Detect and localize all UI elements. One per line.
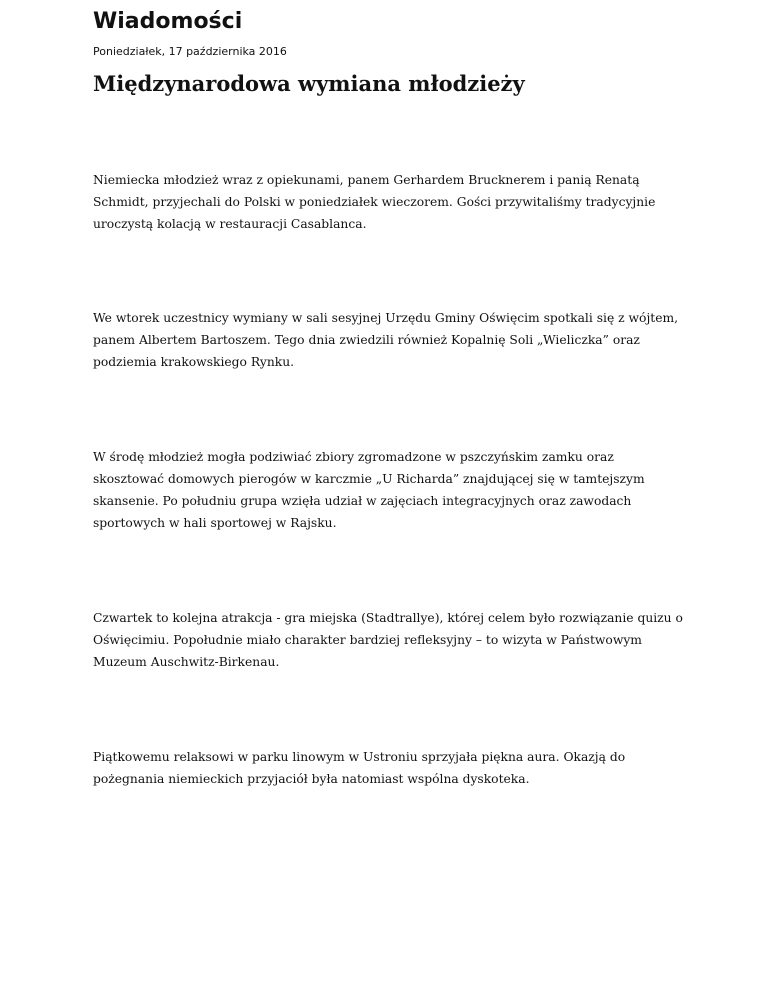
article-paragraph: Czwartek to kolejna atrakcja - gra miejska (Stadtrallye), której celem było rozwiązanie quizu o Oświęcimiu. Popołudnie miało charakter bardziej refleksyjny – to wizyta w Państwowym Muzeum Auschwitz-Birkenau. [93,611,683,669]
article-title: Międzynarodowa wymiana młodzieży [93,71,525,96]
site-title: Wiadomości [93,9,243,34]
article-date: Poniedziałek, 17 października 2016 [93,45,287,58]
article-paragraph: Niemiecka młodzież wraz z opiekunami, panem Gerhardem Brucknerem i panią Renatą Schmidt, przyjechali do Polski w poniedziałek wieczorem. Gości przywitaliśmy tradycyjnie uroczystą kolacją w restauracji Casablanca. [93,173,656,231]
article-paragraph: W środę młodzież mogła podziwiać zbiory zgromadzone w pszczyńskim zamku oraz skosztować domowych pierogów w karczmie „U Richarda” znajdującej się w tamtejszym skansenie. Po południu grupa wzięła udział w zajęciach integracyjnych oraz zawodach sportowych w hali sportowej w Rajsku. [93,450,645,530]
article-paragraph: Piątkowemu relaksowi w parku linowym w Ustroniu sprzyjała piękna aura. Okazją do pożegnania niemieckich przyjaciół była natomiast wspólna dyskoteka. [93,750,626,786]
article-paragraph: We wtorek uczestnicy wymiany w sali sesyjnej Urzędu Gminy Oświęcim spotkali się z wójtem, panem Albertem Bartoszem. Tego dnia zwiedzili również Kopalnię Soli „Wieliczka” oraz podziemia krakowskiego Rynku. [93,311,679,369]
